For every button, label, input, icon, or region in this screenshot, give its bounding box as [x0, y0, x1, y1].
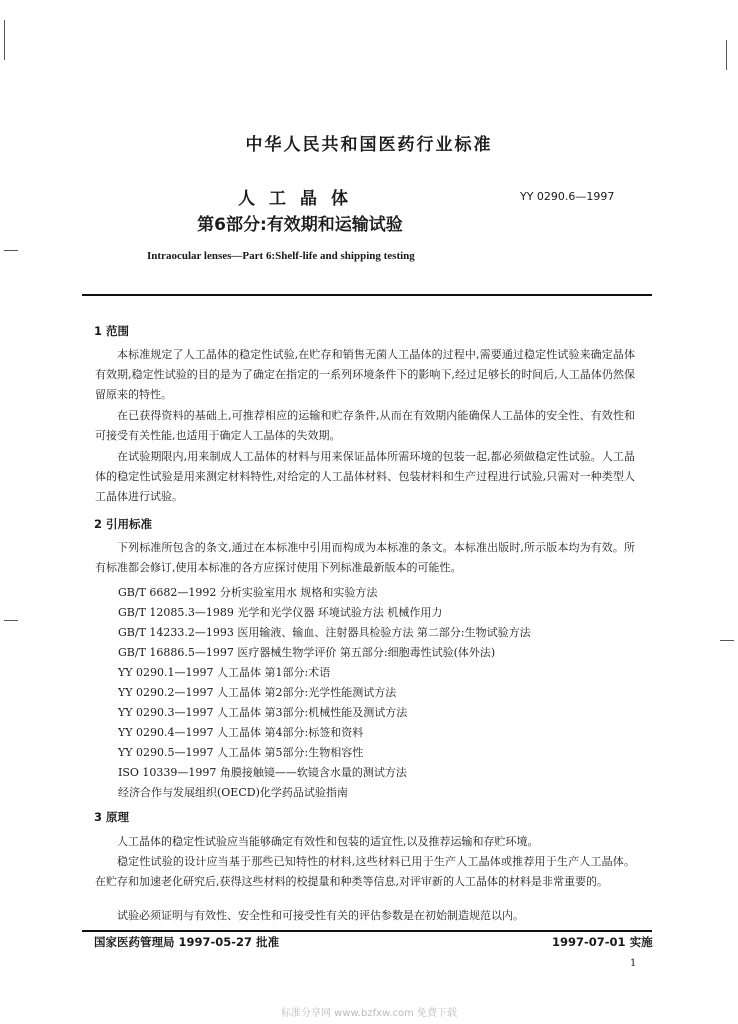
scan-mark	[726, 40, 727, 70]
reference-item: 经济合作与发展组织(OECD)化学药品试验指南	[118, 786, 348, 799]
paragraph: 稳定性试验的设计应当基于那些已知特性的材料,这些材料已用于生产人工晶体或推荐用于生产人工晶体。在贮存和加速老化研究后,获得这些材料的校提量和种类等信息,对评审新的人工晶体的材料是非常重要的。	[95, 855, 635, 888]
reference-item: GB/T 16886.5—1997 医疗器械生物学评价 第五部分:细胞毒性试验(体外法)	[118, 646, 496, 659]
footer-divider	[82, 930, 652, 932]
paragraph: 本标准规定了人工晶体的稳定性试验,在贮存和销售无菌人工晶体的过程中,需要通过稳定性试验来确定晶体有效期,稳定性试验的目的是为了确定在指定的一系列环境条件下的影响下,经过足够长的时间后,人工晶体仍然保留原来的特性。	[95, 348, 635, 401]
standard-category-title: 中华人民共和国医药行业标准	[245, 135, 493, 155]
section-heading-scope: 1 范围	[94, 324, 130, 338]
scan-mark	[4, 20, 5, 60]
reference-item: YY 0290.5—1997 人工晶体 第5部分:生物相容性	[118, 746, 364, 759]
paragraph: 人工晶体的稳定性试验应当能够确定有效性和包装的适宜性,以及推荐运输和存贮环境。	[117, 835, 539, 848]
section-heading-principle: 3 原理	[94, 810, 130, 824]
watermark: 标准分享网 www.bzfxw.com 免费下载	[281, 1008, 457, 1019]
approval-date: 国家医药管理局 1997-05-27 批准	[94, 935, 280, 949]
scan-mark	[4, 250, 18, 251]
english-title: Intraocular lenses—Part 6:Shelf-life and shipping testing	[147, 250, 415, 262]
reference-item: GB/T 6682—1992 分析实验室用水 规格和实验方法	[118, 586, 378, 599]
title-divider	[82, 294, 652, 296]
page-number: 1	[630, 958, 637, 969]
scan-mark	[720, 640, 734, 641]
reference-item: GB/T 14233.2—1993 医用输液、输血、注射器具检验方法 第二部分:生物试验方法	[118, 626, 531, 639]
reference-item: YY 0290.2—1997 人工晶体 第2部分:光学性能测试方法	[118, 686, 397, 699]
reference-item: ISO 10339—1997 角膜接触镜——软镜含水量的测试方法	[118, 766, 407, 779]
paragraph: 试验必须证明与有效性、安全性和可接受性有关的评估参数是在初始制造规范以内。	[117, 909, 524, 922]
scan-mark	[4, 620, 18, 621]
implementation-date: 1997-07-01 实施	[552, 935, 653, 949]
reference-item: YY 0290.3—1997 人工晶体 第3部分:机械性能及测试方法	[118, 706, 408, 719]
document-subtitle: 第6部分:有效期和运输试验	[197, 215, 403, 235]
section-heading-references: 2 引用标准	[94, 517, 153, 531]
paragraph: 在已获得资料的基础上,可推荐相应的运输和贮存条件,从而在有效期内能确保人工晶体的安全性、有效性和可接受有关性能,也适用于确定人工晶体的失效期。	[95, 409, 635, 442]
reference-item: GB/T 12085.3—1989 光学和光学仪器 环境试验方法 机械作用力	[118, 606, 443, 619]
document-title: 人工晶体	[238, 189, 362, 209]
paragraph: 下列标准所包含的条文,通过在本标准中引用而构成为本标准的条文。本标准出版时,所示版本均为有效。所有标准都会修订,使用本标准的各方应探讨使用下列标准最新版本的可能性。	[95, 541, 635, 574]
reference-item: YY 0290.1—1997 人工晶体 第1部分:术语	[118, 666, 331, 679]
standard-code: YY 0290.6—1997	[520, 190, 615, 203]
paragraph: 在试验期限内,用来制成人工晶体的材料与用来保证晶体所需环境的包装一起,都必须做稳定性试验。人工晶体的稳定性试验是用来测定材料特性,对给定的人工晶体材料、包装材料和生产过程进行试验,只需对一种类型人工晶体进行试验。	[95, 450, 635, 503]
reference-item: YY 0290.4—1997 人工晶体 第4部分:标签和资料	[118, 726, 364, 739]
